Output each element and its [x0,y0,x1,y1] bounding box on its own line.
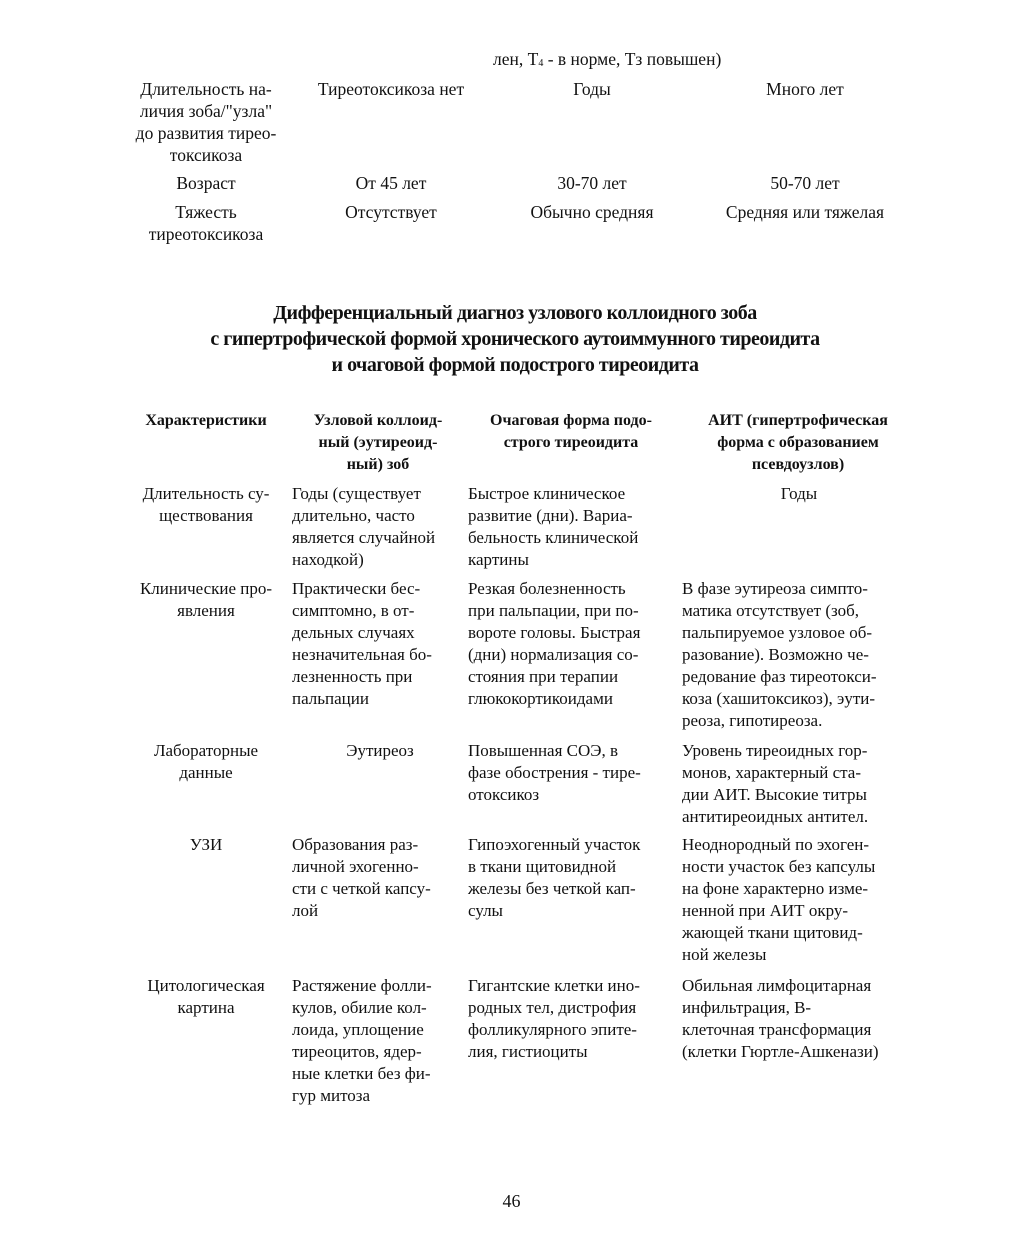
header-ait: АИТ (гипертрофическая форма с образованием псевдоузлов) [708,412,888,473]
table-cell: Растяжение фолли- кулов, обилие кол- лоида, уплощение тиреоцитов, ядер- ные клетки без фи- гур митоза [292,976,432,1105]
fragment-text-suffix: - в норме, Тз повышен) [543,49,722,69]
fragment-text: лен, Т [493,49,539,69]
header-nodular-goiter: Узловой коллоид- ный (эутиреоид- ный) зоб [313,412,443,473]
top-row-cell: Годы [573,79,611,99]
top-row-cell: Много лет [766,79,844,99]
top-row-cell: Средняя или тяжелая [725,202,885,222]
table-cell: Практически бес- симптомно, в от- дельных случаях незначительная бо- лезненность при пальпации [292,579,432,708]
table-continuation-fragment [493,48,913,74]
table-cell: Гигантские клетки ино- родных тел, дистрофия фолликулярного эпите- лия, гистиоциты [468,976,640,1061]
top-row-label: Возраст [176,173,236,193]
table-cell: Гипоэхогенный участок в ткани щитовидной железы без четкой кап- сулы [468,835,641,920]
top-row-cell: Тиреотоксикоза нет [317,79,465,99]
row-label-clinical: Клинические про- явления [139,579,273,620]
table-cell: Обильная лимфоцитарная инфильтрация, В- клеточная трансформация (клетки Гюртле-Ашкенази) [682,976,879,1061]
row-label-cytology: Цитологическая картина [147,976,265,1017]
header-characteristics: Характеристики [145,412,267,429]
table-cell: Резкая болезненность при пальпации, при по- вороте головы. Быстрая (дни) нормализация со- стояния при терапии глюкокортикоидами [468,579,641,708]
table-cell: Неоднородный по эхоген- ности участок без капсулы на фоне характерно изме- ненной при АИТ окру- жающей ткани щитовид- ной железы [682,835,876,964]
row-label-ultrasound: УЗИ [189,835,223,854]
page-number: 46 [502,1191,521,1211]
table-cell: Быстрое клиническое развитие (дни). Вариа- бельность клинической картины [468,484,639,569]
table-cell: Эутиреоз [346,741,414,760]
table-cell: Образования раз- личной эхогенно- сти с четкой капсу- лой [292,835,431,920]
row-label-duration: Длительность су- ществования [142,484,270,525]
row-label-lab: Лабораторные данные [153,741,259,782]
top-row-cell: Обычно средняя [530,202,654,222]
header-subacute-thyroiditis: Очаговая форма подо- строго тиреоидита [490,412,652,451]
top-row-cell: 30-70 лет [557,173,627,193]
table-cell: Уровень тиреоидных гор- монов, характерный ста- дии АИТ. Высокие титры антитиреоидных антител. [682,741,869,826]
table-cell: Годы (существует длительно, часто является случайной находкой) [292,484,436,569]
section-title: Дифференциальный диагноз узлового коллоидного зоба с гипертрофической формой хронического аутоиммунного тиреоидита и очаговой формой подострого тиреоидита [210,302,820,376]
table-cell: Годы [780,484,818,503]
fragment-subscript: 4 [538,58,544,69]
top-row-cell: От 45 лет [355,173,427,193]
top-row-label: Тяжесть тиреотоксикоза [148,202,264,244]
top-row-cell: 50-70 лет [770,173,840,193]
top-row-label: Длительность на- личия зоба/"узла" до развития тирео- токсикоза [135,79,277,165]
table-cell: Повышенная СОЭ, в фазе обострения - тире- отоксикоз [468,741,641,804]
table-cell: В фазе эутиреоза симпто- матика отсутствует (зоб, пальпируемое узловое об- разование). Возможно че- редование фаз тиреотокси- коза (хашитоксикоз), эути- реоза, гипотиреоза. [682,579,877,730]
top-row-cell: Отсутствует [345,202,437,222]
